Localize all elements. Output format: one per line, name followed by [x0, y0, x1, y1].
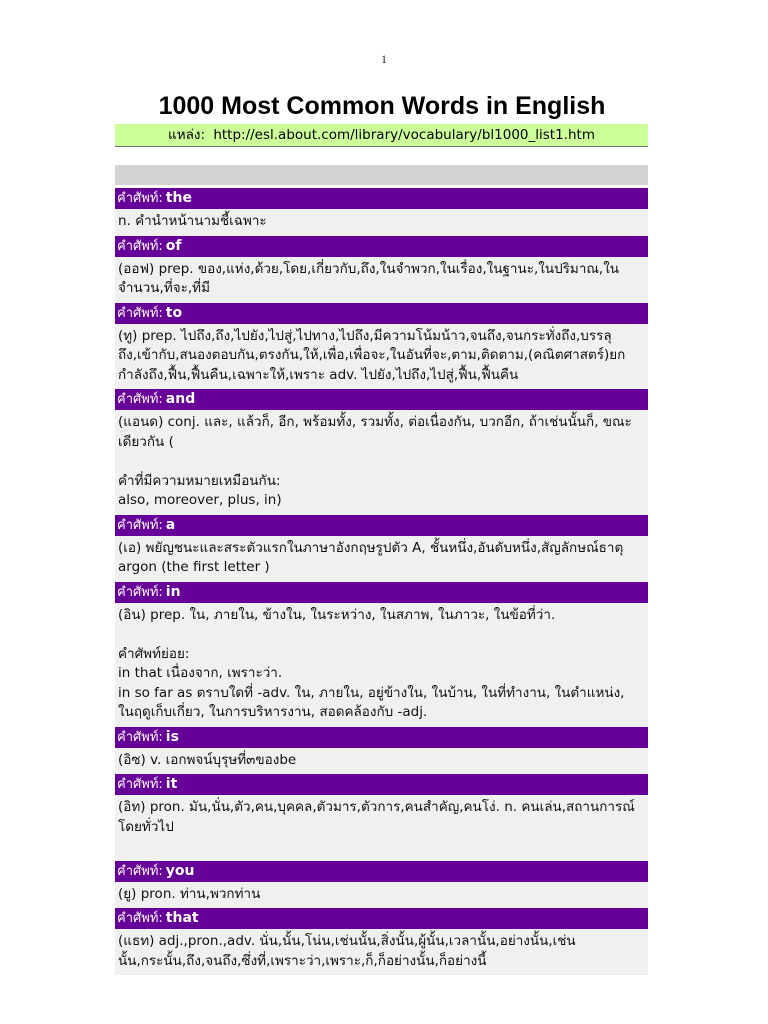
entry-definition: (ยู) pron. ท่าน,พวกท่าน	[115, 882, 648, 909]
entry-label: คำศัพท์:	[117, 863, 163, 879]
entry-word: to	[165, 304, 183, 321]
entry-header	[115, 908, 648, 929]
source-url-link[interactable]: http://esl.about.com/library/vocabulary/bl1000_list1.htm	[213, 127, 595, 143]
entry-word: that	[165, 910, 199, 926]
source-bar	[115, 124, 648, 147]
entry-header	[115, 582, 648, 603]
entry-label: คำศัพท์:	[117, 517, 163, 533]
entry-word: of	[165, 237, 182, 254]
entry	[115, 515, 648, 582]
entry-label: คำศัพท์:	[117, 911, 163, 926]
entry-header	[115, 303, 648, 324]
page-number: 1	[381, 52, 387, 66]
entry-header	[115, 774, 648, 795]
entry-label: คำศัพท์:	[117, 392, 163, 407]
word-list	[115, 188, 648, 975]
entry-label: คำศัพท์:	[117, 191, 163, 206]
entry-header	[115, 727, 648, 748]
entry-word: is	[165, 728, 179, 745]
header-band	[115, 165, 648, 185]
entry	[115, 727, 648, 775]
entry-word: in	[165, 583, 181, 600]
entry	[115, 389, 648, 515]
entry-header	[115, 188, 648, 209]
entry-label: คำศัพท์:	[117, 238, 163, 254]
entry	[115, 861, 648, 909]
entry	[115, 582, 648, 727]
entry	[115, 236, 648, 303]
entry-header	[115, 236, 648, 257]
entry	[115, 188, 648, 236]
entry	[115, 908, 648, 975]
entry-word: you	[165, 862, 195, 879]
entry-definition: (แธท) adj.,pron.,adv. นั่น,นั้น,โน่น,เช่นนั้น,สิ่งนั้น,ผู้นั้น,เวลานั้น,อย่างนั้น,เช่นนั้น,กระนั้น,ถึง,จนถึง,ซึ่งที่,เพราะว่า,เพราะ,ก็,ก็อย่างนั้น,ก็อย่างนี้	[115, 929, 648, 975]
entry	[115, 303, 648, 390]
entry-header	[115, 389, 648, 410]
entry-definition: (อิซ) v. เอกพจน์บุรุษที่๓ของbe	[115, 748, 648, 775]
entry-word: and	[165, 391, 196, 407]
entry-definition: (ออฟ) prep. ของ,แห่ง,ด้วย,โดย,เกี่ยวกับ,ถึง,ในจำพวก,ในเรื่อง,ในฐานะ,ในปริมาณ,ในจำนวน,ที่จะ,ที่มี	[115, 257, 648, 303]
entry-label: คำศัพท์:	[117, 777, 163, 792]
entry-label: คำศัพท์:	[117, 584, 163, 600]
entry-definition: n. คำนำหน้านามชี้เฉพาะ	[115, 209, 648, 236]
page-title: 1000 Most Common Words in English	[158, 92, 606, 120]
entry-header	[115, 515, 648, 536]
entry-word: a	[165, 516, 176, 533]
entry-definition: (อิน) prep. ใน, ภายใน, ข้างใน, ในระหว่าง, ในสภาพ, ในภาวะ, ในข้อที่ว่า. คำศัพท์ย่อย: in that เนื่องจาก, เพราะว่า. in so far as ตราบใดที่ -adv. ใน, ภายใน, อยู่ข้างใน, ในบ้าน, ในที่ทำงาน, ในตำแหน่ง, ในฤดูเก็บเกี่ยว, ในการบริหารงาน, สอดคล้องกับ -adj.	[115, 603, 648, 727]
entry-label: คำศัพท์:	[117, 305, 163, 321]
entry-word: it	[165, 776, 178, 792]
entry-definition: (อิท) pron. มัน,นั่น,ตัว,คน,บุคคล,ตัวมาร,ตัวการ,คนสำคัญ,คนโง่. n. คนเล่น,สถานการณ์โดยทั่วไป	[115, 795, 648, 861]
source-label: แหล่ง:	[168, 127, 206, 143]
entry-header	[115, 861, 648, 882]
entry-label: คำศัพท์:	[117, 729, 163, 745]
entry-definition: (ทู) prep. ไปถึง,ถึง,ไปยัง,ไปสู่,ไปทาง,ไปถึง,มีความโน้มน้าว,จนถึง,จนกระทั่งถึง,บรรลุถึง,เข้ากับ,สนองตอบกัน,ตรงกัน,ให้,เพื่อ,เพื่อจะ,ในอันที่จะ,ตาม,ติดตาม,(คณิตศาสตร์)ยกกำลังถึง,ฟื้น,ฟื้นคืน,เฉพาะให้,เพราะ adv. ไปยัง,ไปถึง,ไปสู่,ฟื้น,ฟื้นคืน	[115, 324, 648, 390]
entry-definition: (เอ) พยัญชนะและสระตัวแรกในภาษาอังกฤษรูปตัว A, ชั้นหนึ่ง,อันดับหนึ่ง,สัญลักษณ์ธาตุ argon (the first letter )	[115, 536, 648, 582]
entry-word: the	[165, 190, 192, 206]
entry	[115, 774, 648, 861]
entry-definition: (แอนด) conj. และ, แล้วก็, อีก, พร้อมทั้ง, รวมทั้ง, ต่อเนื่องกัน, บวกอีก, ถ้าเช่นนั้นก็, ขณะเดียวกัน ( คำที่มีความหมายเหมือนกัน: also, moreover, plus, in)	[115, 410, 648, 515]
